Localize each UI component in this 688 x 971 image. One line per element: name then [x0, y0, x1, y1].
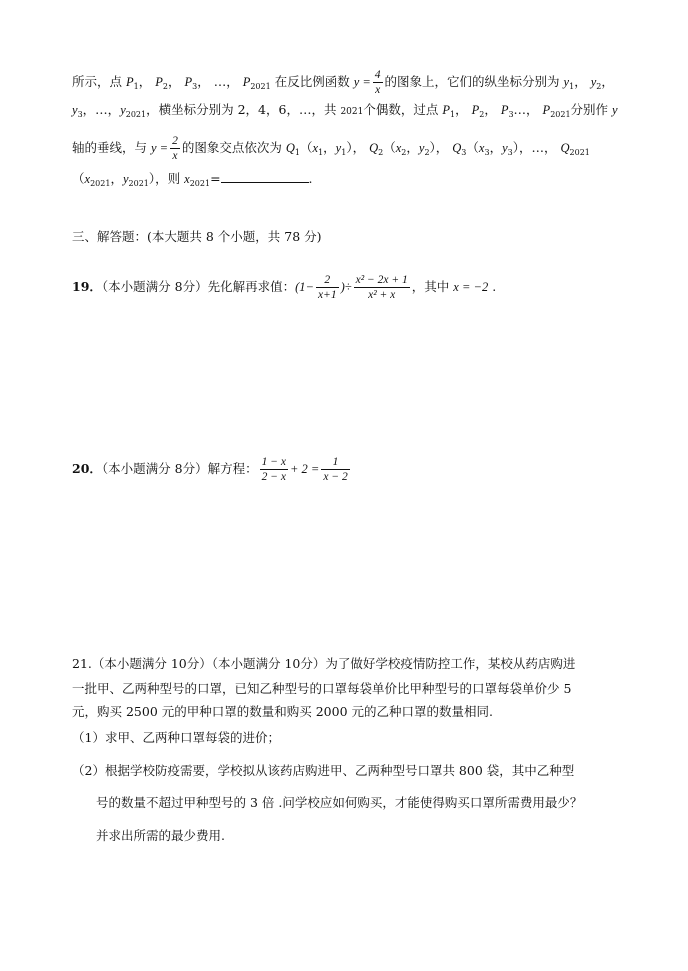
- sub: 3: [77, 110, 83, 119]
- numerator: 2: [316, 273, 339, 288]
- var-y: y: [120, 103, 126, 117]
- denominator: x+1: [317, 289, 337, 301]
- sub: 3: [461, 148, 467, 157]
- sub: 2: [479, 110, 485, 119]
- expr-open: (1−: [295, 280, 314, 294]
- question-21-part2-line1: （2）根据学校防疫需要，学校拟从该药店购进甲、乙两种型号口罩共 800 袋，其中乙种型: [72, 763, 575, 778]
- text: 的图象上，它们的纵坐标分别为: [384, 74, 560, 89]
- comma: ，: [484, 102, 497, 117]
- var-p: P: [442, 103, 450, 117]
- sub: 2: [401, 148, 407, 157]
- var-y: y: [72, 103, 78, 117]
- var-q: Q: [285, 141, 295, 155]
- var-x: x: [184, 172, 190, 186]
- text: 在反比例函数: [274, 74, 350, 89]
- text: 轴的垂线，与: [72, 140, 148, 155]
- var-y: y: [122, 172, 129, 186]
- sub: 3: [507, 148, 513, 157]
- fraction-polynomial: [354, 273, 410, 302]
- sub: 2021: [90, 179, 111, 188]
- equation-middle: + 2 =: [289, 462, 320, 476]
- numerator: 1 − x: [261, 456, 286, 468]
- var-q: Q: [452, 141, 462, 155]
- question-number: 20．: [72, 461, 102, 476]
- denominator: x: [172, 150, 178, 162]
- sub: 2021: [569, 148, 590, 157]
- question-20: [72, 455, 352, 484]
- comma: ，: [226, 74, 239, 89]
- comma: ，: [82, 102, 96, 117]
- var-y: y: [418, 141, 425, 155]
- text: 所示，点: [72, 74, 123, 89]
- sub: 1: [569, 82, 575, 91]
- var-x: x: [84, 172, 91, 186]
- text: 分别作: [570, 102, 609, 117]
- comma: ，: [138, 74, 152, 89]
- sub: 3: [484, 148, 490, 157]
- ellipsis: …: [531, 140, 544, 155]
- question-21-line2: 一批甲、乙两种型号的口罩，已知乙种型号的口罩每袋单价比甲种型号的口罩每袋单价少 5: [72, 681, 572, 696]
- ellipsis: …: [95, 102, 108, 117]
- sub: 1: [341, 148, 347, 157]
- sub: 2021: [125, 110, 147, 119]
- sub: 2: [162, 82, 168, 91]
- expr-close: )÷: [340, 280, 352, 294]
- comma: ，: [574, 74, 587, 89]
- answer-blank[interactable]: [221, 170, 309, 183]
- denominator: x − 2: [323, 471, 348, 483]
- sub: 2: [424, 148, 430, 157]
- sub: 3: [508, 110, 514, 119]
- problem18-line4: （$x_{2021}$，$y_{2021}$），则 $x_{2021}=$ .: [72, 171, 313, 188]
- question-19: [72, 273, 496, 302]
- sub: 1: [449, 110, 456, 119]
- denominator: x² + x: [368, 289, 396, 301]
- question-21-line3: 元，购买 2500 元的甲种口罩的数量和购买 2000 元的乙种口罩的数量相同.: [72, 704, 493, 719]
- sub: 2021: [250, 82, 271, 91]
- text: 的图象交点依次为: [181, 140, 282, 155]
- var-y: y: [563, 75, 570, 89]
- fraction-1-over-x-minus-2: [321, 455, 349, 484]
- var-x: x: [395, 141, 402, 155]
- text: 个偶数，过点: [363, 102, 439, 117]
- var-x: x: [478, 141, 485, 155]
- var-p: P: [542, 103, 551, 117]
- var-p: P: [155, 75, 163, 89]
- var-p: P: [126, 75, 134, 89]
- comma: ，: [107, 102, 121, 117]
- fraction-4-over-x: [373, 68, 383, 97]
- var-y: y: [590, 75, 597, 89]
- question-number: 19．: [72, 279, 102, 294]
- var-p: P: [184, 75, 193, 89]
- sub: 1: [294, 148, 300, 157]
- var-q: Q: [369, 141, 379, 155]
- problem18-line1: [72, 68, 614, 97]
- numerator: 2: [172, 135, 178, 147]
- denominator: x: [375, 84, 381, 96]
- text: ，则: [155, 171, 181, 186]
- numerator: x² − 2x + 1: [355, 274, 408, 286]
- period: .: [308, 171, 313, 186]
- text: ，横坐标分别为 2，4，6，…，共: [146, 102, 337, 117]
- var-y: y: [335, 141, 342, 155]
- sub: 2: [596, 82, 602, 91]
- problem18-line3: 轴的垂线，与 y = $\frac{2}{x}$ 的图象交点依次为 $Q_1(x_1$，$y_1$）， $Q_2(x_2$，$y_2$）， $Q_3(x_3$，$y_3$），…， $Q_{2021}$: [72, 135, 590, 162]
- question-21-part2-line3: 并求出所需的最少费用.: [96, 828, 225, 843]
- sub: 2021: [550, 110, 571, 119]
- var-y: y: [612, 103, 618, 117]
- comma: ，: [167, 74, 181, 89]
- comma: ，: [197, 74, 210, 89]
- denominator: 2 − x: [261, 471, 286, 483]
- fraction-2-over-x: [170, 134, 180, 163]
- var-p: P: [242, 75, 251, 89]
- comma: ，: [601, 74, 614, 89]
- problem18-line2: [72, 102, 618, 120]
- ellipsis: …: [213, 74, 227, 89]
- period: .: [492, 279, 497, 294]
- sub: 2021: [128, 179, 149, 188]
- condition: x = −2: [453, 280, 489, 294]
- question-prompt: （本小题满分 8分）先化解再求值：: [101, 279, 296, 294]
- question-21-line1: 21.（本小题满分 10分）（本小题满分 10分）为了做好学校疫情防控工作，某校从药店购进: [72, 656, 576, 671]
- question-21-part2-line2: 号的数量不超过甲种型号的 3 倍 .问学校应如何购买，才能使得购买口罩所需费用最少？: [96, 795, 583, 810]
- numerator: 4: [374, 69, 381, 81]
- sub: 2021: [189, 179, 211, 188]
- comma: ，: [455, 102, 468, 117]
- var-q: Q: [560, 141, 570, 155]
- ellipsis: …: [513, 102, 527, 117]
- fraction-1-minus-x: [260, 455, 288, 484]
- count-2021: 2021: [340, 107, 364, 117]
- equals: =: [210, 171, 221, 186]
- sub: 2: [378, 148, 384, 157]
- comma: ，: [526, 102, 539, 117]
- fraction-2-over-x-plus-1: [316, 273, 339, 302]
- question-21-part1: （1）求甲、乙两种口罩每袋的进价；: [72, 730, 280, 745]
- equation-lhs: y =: [353, 75, 371, 89]
- sub: 1: [133, 82, 139, 91]
- sub: 3: [192, 82, 198, 91]
- equation-lhs: y =: [151, 141, 169, 155]
- numerator: 1: [321, 455, 349, 470]
- var-p: P: [500, 103, 509, 117]
- question-prompt: （本小题满分 8分）解方程：: [101, 461, 258, 476]
- text: ，其中: [411, 279, 450, 294]
- var-p: P: [471, 103, 480, 117]
- sub: 1: [318, 148, 324, 157]
- var-y: y: [502, 141, 508, 155]
- var-x: x: [312, 141, 319, 155]
- section-heading: 三、解答题：(本大题共 8 个小题，共 78 分): [72, 229, 322, 244]
